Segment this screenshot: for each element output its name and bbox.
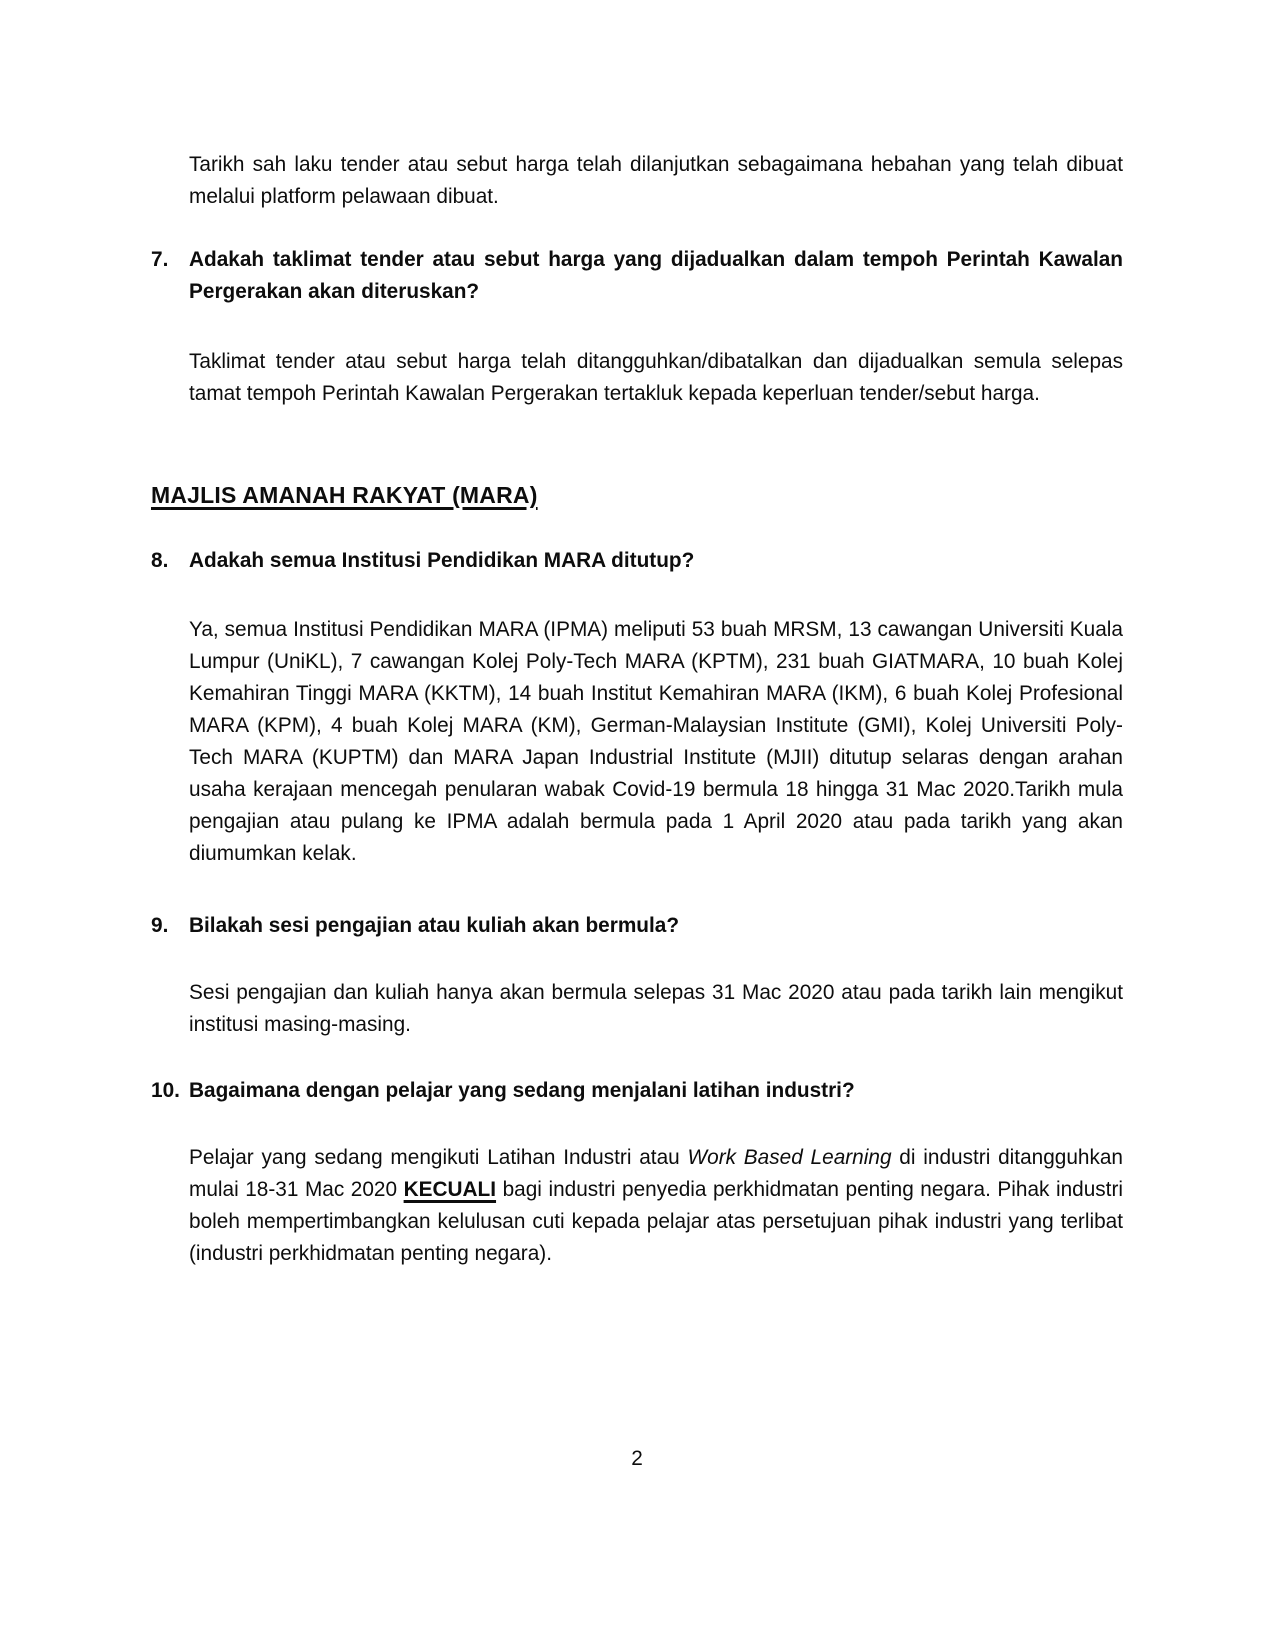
question-7-text: Adakah taklimat tender atau sebut harga yang dijadualkan dalam tempoh Perintah Kawalan Pergerakan akan diteruskan?: [189, 248, 1123, 303]
question-8-answer: Ya, semua Institusi Pendidikan MARA (IPMA) meliputi 53 buah MRSM, 13 cawangan Universiti Kuala Lumpur (UniKL), 7 cawangan Kolej Poly-Tech MARA (KPTM), 231 buah GIATMARA, 10 buah Kolej Kemahiran Tinggi MARA (KKTM), 14 buah Institut Kemahiran MARA (IKM), 6 buah Kolej Profesional MARA (KPM), 4 buah Kolej MARA (KM), German-Malaysian Institute (GMI), Kolej Universiti Poly-Tech MARA (KUPTM) dan MARA Japan Industrial Institute (MJII) ditutup selaras dengan arahan usaha kerajaan mencegah penularan wabak Covid-19 bermula 18 hingga 31 Mac 2020.Tarikh mula pengajian atau pulang ke IPMA adalah bermula pada 1 April 2020 atau pada tarikh yang akan diumumkan kelak.: [189, 618, 1123, 865]
question-8-heading: [151, 545, 1123, 577]
question-8-number: 8.: [151, 549, 169, 572]
question-7-heading: [151, 244, 1123, 308]
page-content: [151, 0, 1123, 1475]
question-9-heading: [151, 910, 1123, 942]
section-heading: [151, 479, 1123, 511]
page-number: 2: [631, 1447, 643, 1470]
continuation-paragraph: Tarikh sah laku tender atau sebut harga telah dilanjutkan sebagaimana hebahan yang telah dibuat melalui platform pelawaan dibuat.: [189, 153, 1123, 208]
question-10-text: Bagaimana dengan pelajar yang sedang menjalani latihan industri?: [189, 1079, 855, 1102]
question-10-answer: Pelajar yang sedang mengikuti Latihan Industri atau Work Based Learning di industri ditangguhkan mulai 18-31 Mac 2020 KECUALI bagi industri penyedia perkhidmatan penting negara. Pihak industri boleh mempertimbangkan kelulusan cuti kepada pelajar atas persetujuan pihak industri yang terlibat (industri perkhidmatan penting negara).: [189, 1146, 1123, 1265]
question-9-number: 9.: [151, 914, 169, 937]
question-10-number: 10.: [151, 1079, 180, 1102]
question-7-answer: Taklimat tender atau sebut harga telah ditangguhkan/dibatalkan dan dijadualkan semula selepas tamat tempoh Perintah Kawalan Pergerakan tertakluk kepada keperluan tender/sebut harga.: [189, 350, 1123, 405]
question-9-text: Bilakah sesi pengajian atau kuliah akan bermula?: [189, 914, 680, 937]
section-heading-text: MAJLIS AMANAH RAKYAT (MARA): [151, 482, 538, 508]
question-10-heading: [151, 1075, 1123, 1107]
question-7-number: 7.: [151, 248, 169, 271]
question-8-text: Adakah semua Institusi Pendidikan MARA ditutup?: [189, 549, 695, 572]
question-9-answer: Sesi pengajian dan kuliah hanya akan bermula selepas 31 Mac 2020 atau pada tarikh lain mengikut institusi masing-masing.: [189, 981, 1123, 1036]
